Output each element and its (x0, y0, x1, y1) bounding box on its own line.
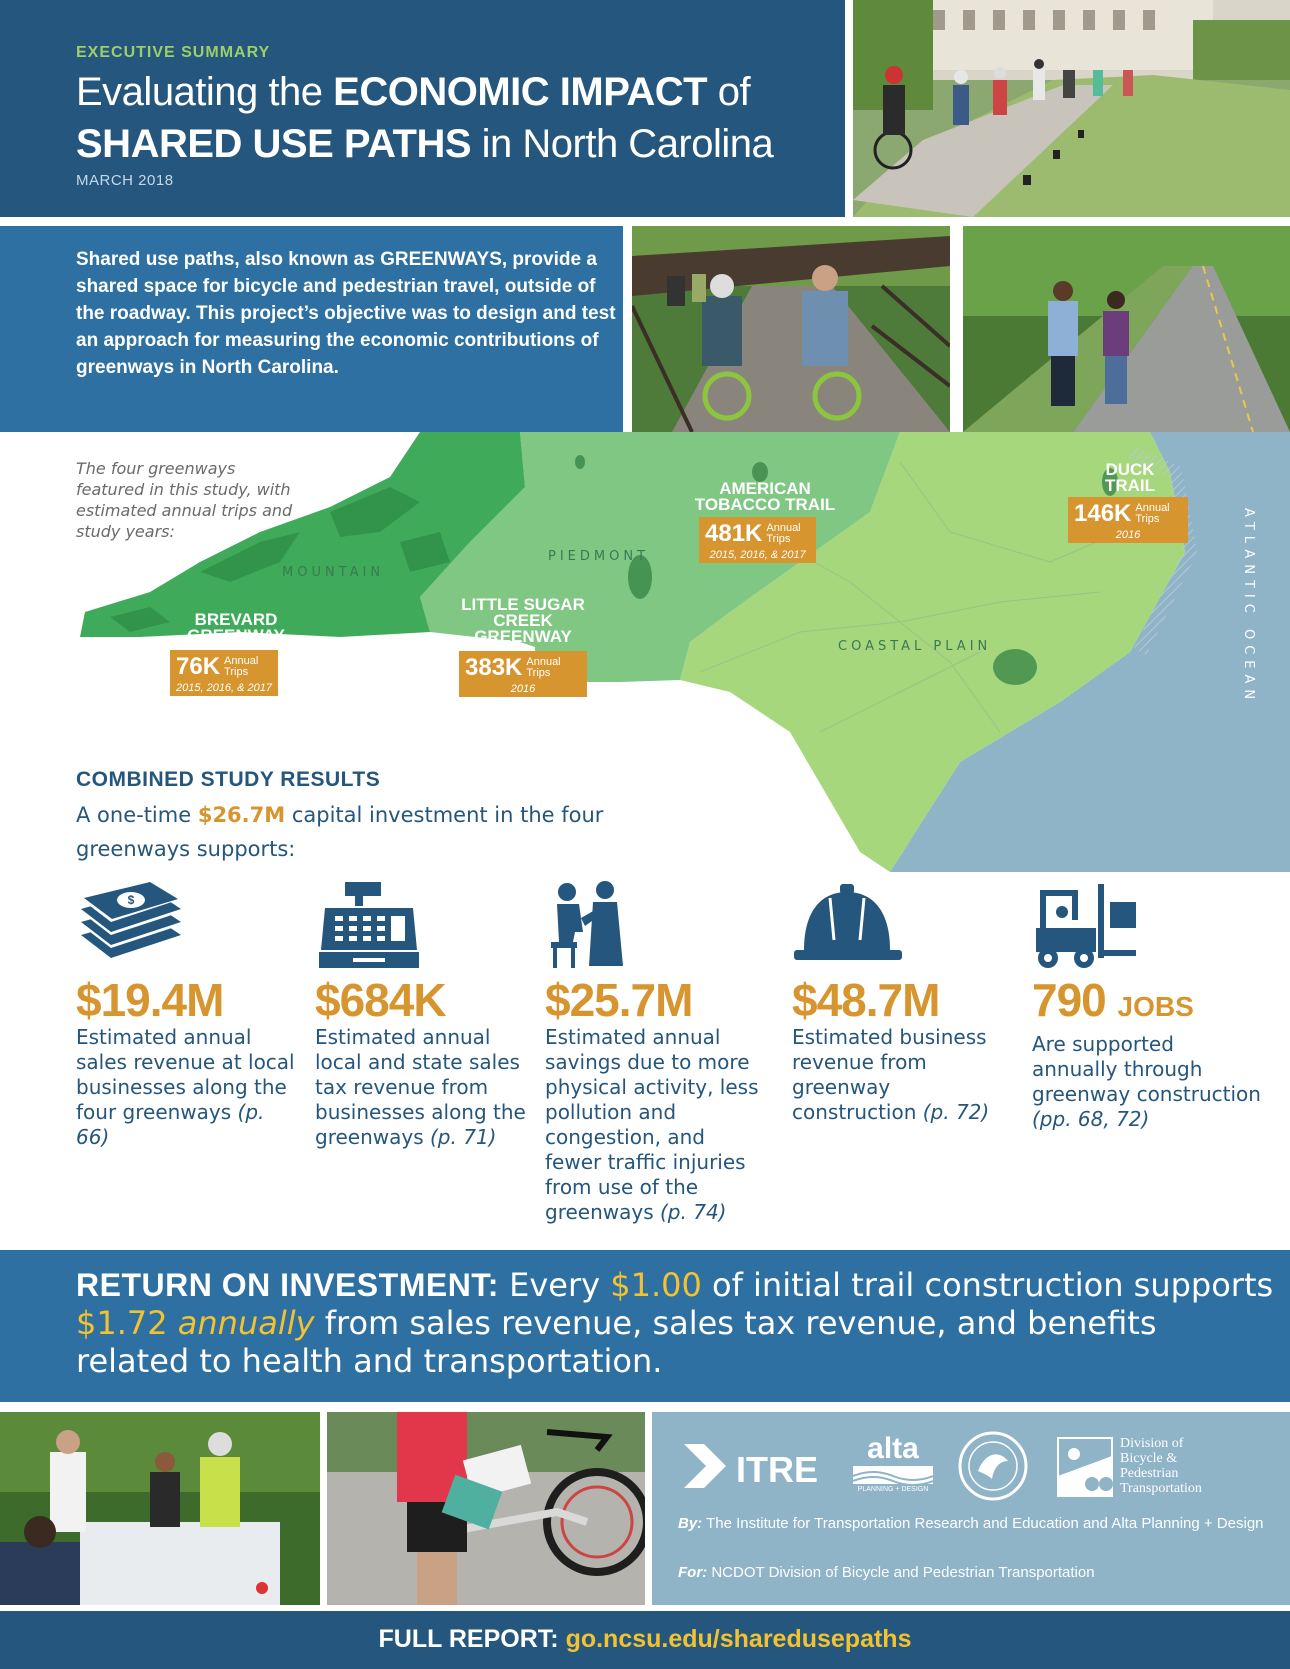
eyebrow-label: EXECUTIVE SUMMARY (76, 44, 271, 61)
stat-jobs (1032, 880, 1262, 1132)
roi-text: RETURN ON INVESTMENT: Every $1.00 of initial trail construction supports $1.72 annually from sales revenue, sales tax revenue, and benefits related to health and transportation. (76, 1266, 1274, 1380)
cash-register-icon (315, 880, 425, 970)
region-label-atlantic-ocean: ATLANTIC OCEAN (1241, 508, 1256, 706)
ncdot-seal-logo (958, 1431, 1028, 1501)
stat-value: $684K (315, 974, 446, 1026)
hard-hat-icon (792, 880, 902, 970)
trail-badge-brevard: 76K Annual Trips 2015, 2016, & 2017 (170, 650, 278, 696)
stat-description: Estimated annual savings due to more physical activity, less pollution and congestion, and fewer traffic injuries from use of the greenways (p. 74) (545, 1025, 759, 1224)
map-caption: The four greenways featured in this study, with estimated annual trips and study years: (76, 459, 293, 541)
stat-health-savings (545, 880, 765, 1225)
trail-name-brevard: BREVARD GREENWAY (187, 610, 285, 645)
combined-results-heading: COMBINED STUDY RESULTS (76, 768, 381, 791)
division-bike-ped-logo: Division of Bicycle & Pedestrian Transportation (1056, 1436, 1281, 1498)
itre-logo (682, 1440, 832, 1492)
photo-bridge-cyclists (632, 226, 950, 432)
region-label-mountain: MOUNTAIN (282, 565, 385, 580)
trail-name-little-sugar-creek: LITTLE SUGAR CREEK GREENWAY (461, 595, 585, 646)
stat-description: Estimated business revenue from greenway construction (p. 72) (792, 1025, 990, 1124)
stat-sales-tax (315, 880, 535, 1150)
intro-text: Shared use paths, also known as GREENWAYS, provide a shared space for bicycle and pedestrian travel, outside of the roadway. This project’s objective was to design and test an approach for measuring the economic contributions of greenways in North Carolina. (76, 249, 616, 378)
stat-sales-revenue (76, 880, 296, 1150)
stat-description: Estimated annual local and state sales tax revenue from businesses along the greenways (p. 71) (315, 1025, 526, 1149)
stat-description: Estimated annual sales revenue at local businesses along the four greenways (p. 66) (76, 1025, 295, 1149)
trail-badge-duck: 146K Annual Trips 2016 (1068, 497, 1188, 543)
photo-cyclists-group (853, 0, 1290, 217)
stat-value: $48.7M (792, 974, 940, 1026)
stat-value: 790 JOBS (1032, 974, 1194, 1026)
svg-text:ITRE: ITRE (736, 1449, 819, 1490)
full-report-link[interactable]: FULL REPORT: go.ncsu.edu/sharedusepaths (378, 1625, 912, 1653)
report-url[interactable]: go.ncsu.edu/sharedusepaths (565, 1625, 912, 1653)
region-label-piedmont: PIEDMONT (548, 549, 650, 564)
credit-for: For: NCDOT Division of Bicycle and Pedestrian Transportation (678, 1564, 1095, 1581)
money-stack-icon (76, 880, 186, 970)
photo-walkers-path (963, 226, 1290, 432)
combined-results-text: A one-time $26.7M capital investment in the four greenways supports: (76, 803, 604, 861)
stat-description: Are supported annually through greenway construction (pp. 68, 72) (1032, 1032, 1261, 1131)
stat-value: $25.7M (545, 974, 693, 1026)
doctor-patient-icon (545, 880, 655, 970)
photo-cyclist-clipboard (327, 1412, 645, 1605)
stat-value: $19.4M (76, 974, 224, 1026)
page-title: Evaluating the ECONOMIC IMPACT of SHARED USE PATHS in North Carolina (76, 70, 774, 166)
trail-name-duck: DUCK TRAIL (1104, 460, 1156, 495)
trail-badge-american-tobacco: 481K Annual Trips 2015, 2016, & 2017 (699, 517, 816, 563)
publication-date: MARCH 2018 (76, 172, 174, 189)
alta-logo: alta PLANNING + DESIGN (853, 1434, 933, 1498)
photo-survey-table (0, 1412, 320, 1605)
region-label-coastal-plain: COASTAL PLAIN (838, 639, 992, 654)
svg-text:$: $ (127, 893, 135, 907)
credit-by: By: The Institute for Transportation Research and Education and Alta Planning + Design (678, 1515, 1264, 1532)
bike-ped-emblem-icon (1056, 1436, 1114, 1498)
trail-name-american-tobacco: AMERICAN TOBACCO TRAIL (694, 479, 836, 514)
forklift-icon (1032, 880, 1142, 970)
stat-construction-revenue (792, 880, 1012, 1125)
trail-badge-little-sugar-creek: 383K Annual Trips 2016 (459, 651, 587, 697)
